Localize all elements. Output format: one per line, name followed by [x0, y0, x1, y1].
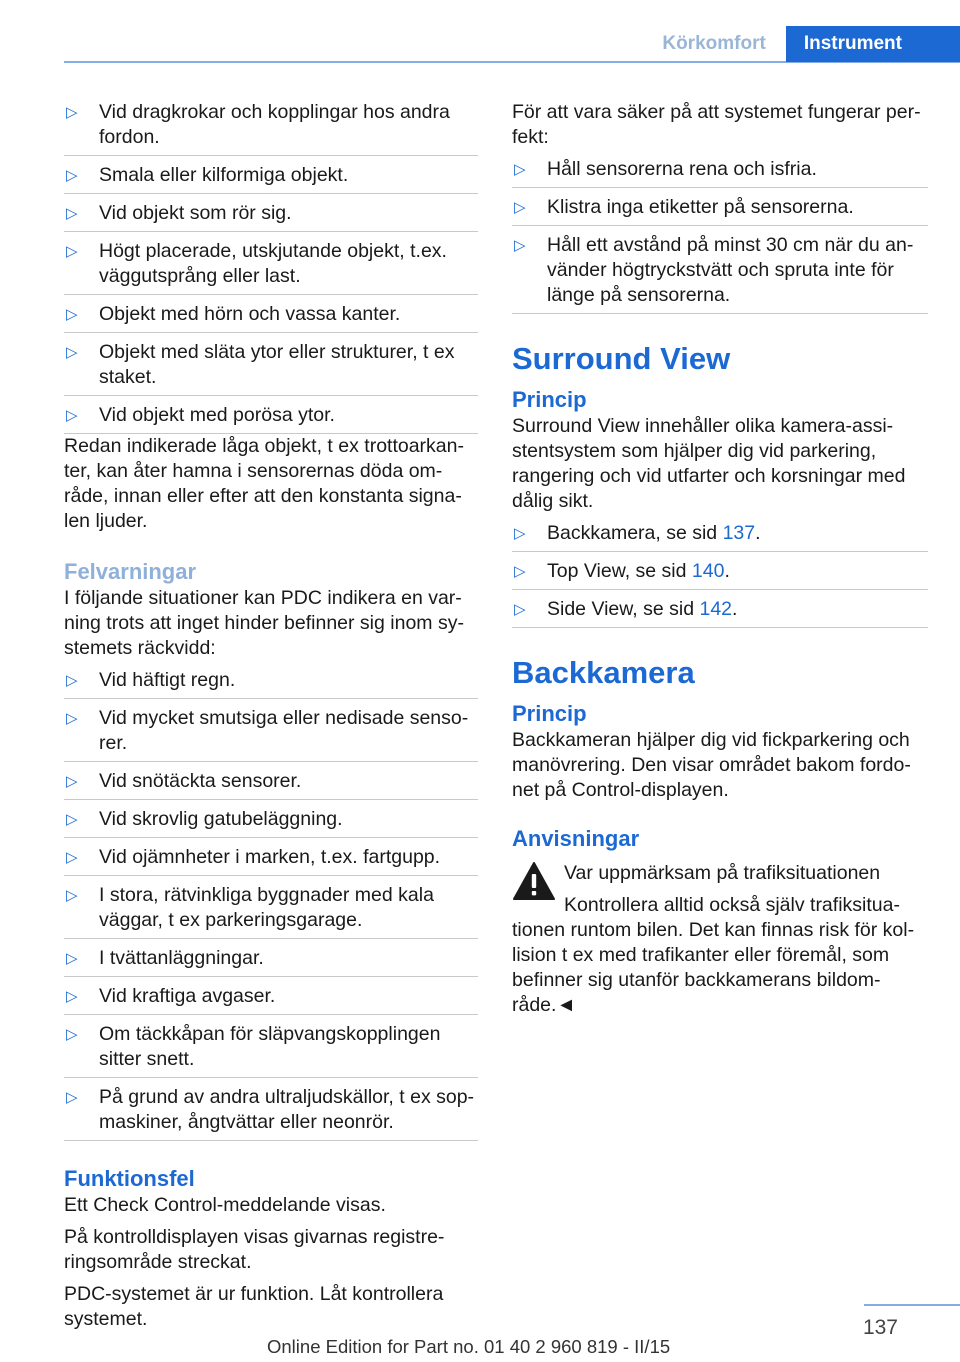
list-item: ▷ Vid objekt som rör sig.	[64, 201, 478, 232]
paragraph: I följande situationer kan PDC indikera en var-ning trots att inget hinder befinner sig inom sy-stemets räckvidd:	[64, 587, 464, 659]
bullet-list-false-warnings	[64, 668, 478, 1141]
edition-note: Online Edition for Part no. 01 40 2 960 819 - II/15	[267, 1336, 671, 1357]
section-heading-felvarningar: Felvarningar	[64, 559, 197, 584]
warning-text: tionen runtom bilen. Det kan finnas risk för kol-lision t ex med trafikanter eller föremål, som befinner sig utanför backkamerans bildom-råde.◄	[512, 919, 915, 1016]
list-item: ▷ Högt placerade, utskjutande objekt, t.ex. väggutsprång eller last.	[64, 239, 478, 295]
tab-instrument[interactable]: Instrument	[786, 26, 960, 62]
paragraph: PDC-systemet är ur funktion. Låt kontrollera systemet.	[64, 1283, 444, 1330]
list-item: ▷ Top View, se sid 140.	[512, 559, 928, 590]
list-item: ▷ Vid kraftiga avgaser.	[64, 984, 478, 1015]
section-heading-princip: Princip	[512, 701, 587, 726]
page-link-142[interactable]: 142	[699, 598, 733, 620]
triangle-bullet-icon: ▷	[66, 773, 78, 790]
list-item: ▷ Objekt med hörn och vassa kanter.	[64, 302, 478, 333]
triangle-bullet-icon: ▷	[514, 237, 526, 254]
triangle-bullet-icon: ▷	[514, 525, 526, 542]
triangle-bullet-icon: ▷	[66, 710, 78, 727]
warning-icon	[512, 861, 556, 901]
triangle-bullet-icon: ▷	[66, 1026, 78, 1043]
list-item: ▷ I tvättanläggningar.	[64, 946, 478, 977]
list-item: ▷ Vid snötäckta sensorer.	[64, 769, 478, 800]
header-divider	[64, 61, 960, 63]
bullet-list-references	[512, 521, 928, 628]
list-item: ▷ På grund av andra ultraljudskällor, t ex sop-maskiner, ångtvättar eller neonrör.	[64, 1085, 478, 1141]
list-item: ▷ Vid mycket smutsiga eller nedisade senso-rer.	[64, 706, 478, 762]
list-item: ▷ Vid objekt med porösa ytor.	[64, 403, 478, 434]
section-heading-funktionsfel: Funktionsfel	[64, 1166, 195, 1191]
list-item: ▷ Vid ojämnheter i marken, t.ex. fartgupp.	[64, 845, 478, 876]
chapter-title-surround-view: Surround View	[512, 341, 731, 376]
triangle-bullet-icon: ▷	[66, 167, 78, 184]
list-item: ▷ I stora, rätvinkliga byggnader med kala väggar, t ex parkeringsgarage.	[64, 883, 478, 939]
page-link-140[interactable]: 140	[691, 560, 725, 582]
list-item: ▷ Objekt med släta ytor eller strukturer, t ex staket.	[64, 340, 478, 396]
triangle-bullet-icon: ▷	[66, 887, 78, 904]
triangle-bullet-icon: ▷	[66, 849, 78, 866]
left-column	[64, 100, 478, 1339]
list-item: ▷ Håll ett avstånd på minst 30 cm när du an-vänder högtryckstvätt och spruta inte för länge på sensorerna.	[512, 233, 928, 314]
paragraph: Redan indikerade låga objekt, t ex trottoarkan-ter, kan åter hamna i sensorernas döda om-råde, innan eller efter att den konstanta signa-len ljuder.	[64, 435, 464, 532]
triangle-bullet-icon: ▷	[66, 950, 78, 967]
footer-divider	[864, 1304, 960, 1306]
triangle-bullet-icon: ▷	[514, 563, 526, 580]
right-column	[512, 100, 928, 1018]
triangle-bullet-icon: ▷	[514, 199, 526, 216]
paragraph: Surround View innehåller olika kamera-assi-stentsystem som hjälper dig vid parkering, rangering och vid utfarter och korsningar med dålig sikt.	[512, 415, 906, 512]
tab-korkomfort[interactable]: Körkomfort	[642, 26, 785, 62]
paragraph: För att vara säker på att systemet fungerar per-fekt:	[512, 101, 921, 148]
warning-text: Kontrollera alltid också själv trafiksitua-	[564, 894, 900, 916]
warning-block	[512, 861, 928, 1018]
list-item: ▷ Vid dragkrokar och kopplingar hos andra fordon.	[64, 100, 478, 156]
list-item: ▷ Håll sensorerna rena och isfria.	[512, 157, 928, 188]
triangle-bullet-icon: ▷	[66, 243, 78, 260]
chapter-title-backkamera: Backkamera	[512, 655, 695, 690]
list-item: ▷ Vid skrovlig gatubeläggning.	[64, 807, 478, 838]
triangle-bullet-icon: ▷	[66, 344, 78, 361]
list-item: ▷ Side View, se sid 142.	[512, 597, 928, 628]
list-item: ▷ Smala eller kilformiga objekt.	[64, 163, 478, 194]
section-heading-princip: Princip	[512, 387, 587, 412]
triangle-bullet-icon: ▷	[66, 811, 78, 828]
triangle-bullet-icon: ▷	[66, 407, 78, 424]
triangle-bullet-icon: ▷	[66, 306, 78, 323]
list-item: ▷ Om täckkåpan för släpvangskopplingen sitter snett.	[64, 1022, 478, 1078]
list-item: ▷ Backkamera, se sid 137.	[512, 521, 928, 552]
page-number: 137	[862, 1316, 898, 1339]
section-heading-anvisningar: Anvisningar	[512, 826, 640, 851]
paragraph: Ett Check Control-meddelande visas.	[64, 1194, 386, 1216]
triangle-bullet-icon: ▷	[66, 988, 78, 1005]
list-item: ▷ Klistra inga etiketter på sensorerna.	[512, 195, 928, 226]
paragraph: På kontrolldisplayen visas givarnas registre-ringsområde streckat.	[64, 1226, 445, 1273]
bullet-list-maintenance	[512, 157, 928, 314]
triangle-bullet-icon: ▷	[66, 672, 78, 689]
triangle-bullet-icon: ▷	[66, 1089, 78, 1106]
triangle-bullet-icon: ▷	[66, 104, 78, 121]
list-item: ▷ Vid häftigt regn.	[64, 668, 478, 699]
header-tabs	[642, 26, 960, 62]
warning-title: Var uppmärksam på trafiksituationen	[564, 862, 881, 884]
page-link-137[interactable]: 137	[722, 522, 756, 544]
bullet-list-limits	[64, 100, 478, 434]
triangle-bullet-icon: ▷	[514, 601, 526, 618]
paragraph: Backkameran hjälper dig vid fickparkering och manövrering. Den visar området bakom fordo-net på Control-displayen.	[512, 729, 911, 801]
triangle-bullet-icon: ▷	[66, 205, 78, 222]
triangle-bullet-icon: ▷	[514, 161, 526, 178]
